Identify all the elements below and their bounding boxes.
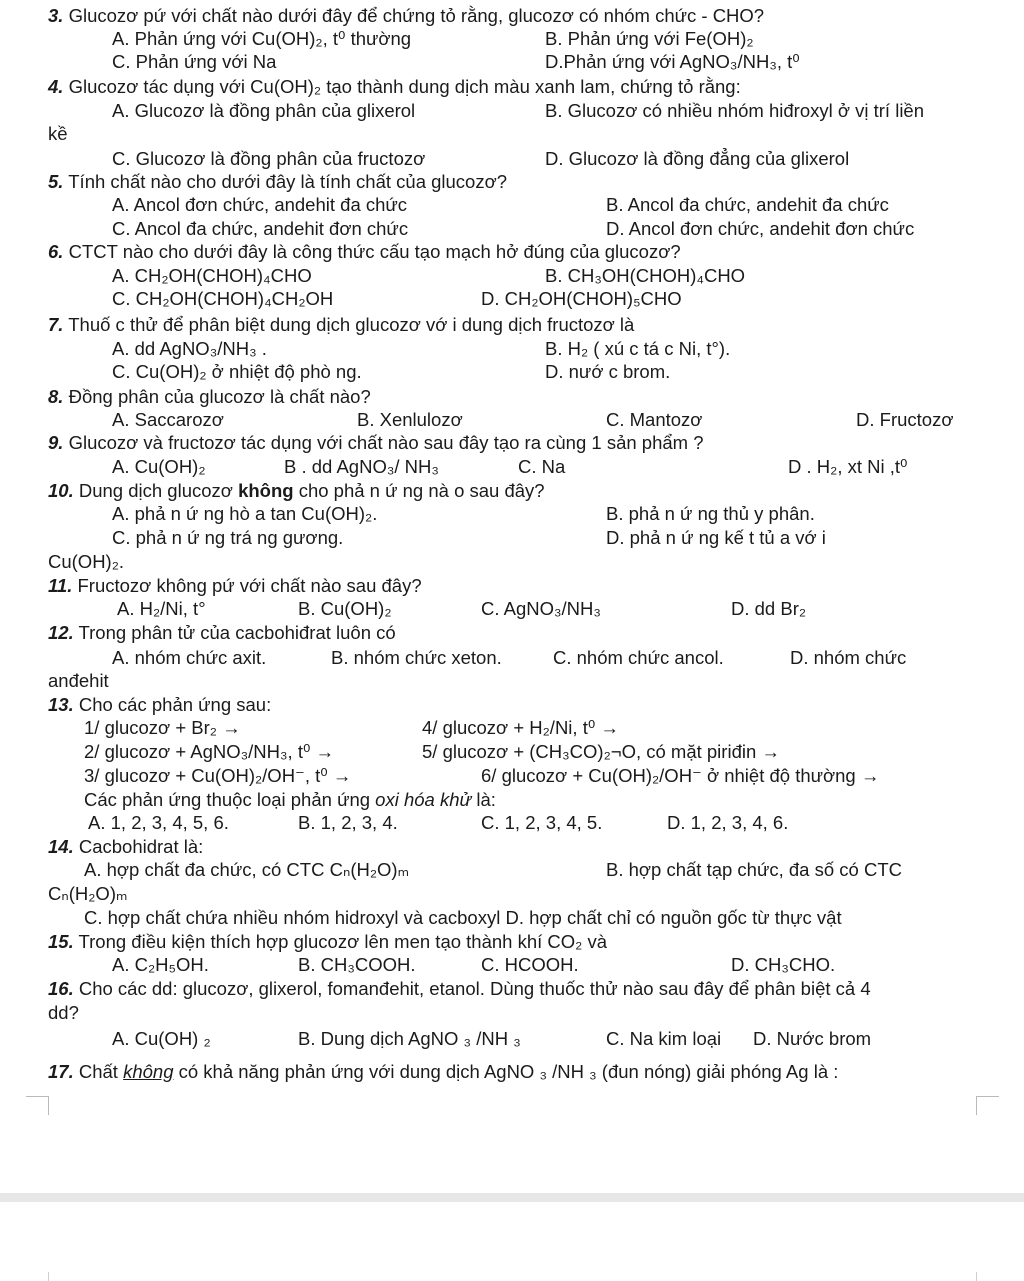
option-b: B. Xenlulozơ	[357, 409, 463, 430]
question-text: Cho các dd: glucozơ, glixerol, fomanđehit, etanol. Dùng thuốc thử nào sau đây để phân biệt cả 4	[78, 978, 871, 999]
emphasis-not: không	[123, 1061, 174, 1082]
stem-end: là:	[471, 789, 496, 810]
question-6	[48, 240, 681, 263]
question-text: Cho các phản ứng sau:	[78, 694, 272, 715]
option-d: D. dd Br₂	[731, 598, 807, 619]
option-d-continued: Cu(OH)₂.	[48, 551, 125, 572]
option-b-continued: kề	[48, 123, 68, 144]
option-d: D. Fructozơ	[856, 409, 954, 430]
question-text: CTCT nào cho dưới đây là công thức cấu tạo mạch hở đúng của glucozơ?	[68, 241, 681, 262]
question-text: Glucozơ tác dụng với Cu(OH)₂ tạo thành dung dịch màu xanh lam, chứng tỏ rằng:	[68, 76, 741, 97]
question-number: 11.	[48, 575, 73, 596]
option-d: D. 1, 2, 3, 4, 6.	[667, 812, 789, 833]
option-d: D. Nước brom	[753, 1028, 872, 1049]
option-a: A. C₂H₅OH.	[112, 954, 209, 975]
next-page-corner-mark-right	[976, 1272, 977, 1281]
question-12	[48, 621, 396, 644]
option-a: A. Phản ứng với Cu(OH)₂, t⁰ thường	[112, 28, 412, 49]
next-page	[0, 1202, 1024, 1281]
page-divider	[0, 1193, 1024, 1202]
question-number: 9.	[48, 432, 64, 453]
question-number: 12.	[48, 622, 74, 643]
option-d: D. nướ c brom.	[545, 361, 671, 382]
option-a: A. H₂/Ni, t°	[117, 598, 206, 619]
option-a: A. CH₂OH(CHOH)₄CHO	[112, 265, 312, 286]
option-c: C. Phản ứng với Na	[112, 51, 277, 72]
option-b: B. Ancol đa chức, andehit đa chức	[606, 194, 889, 215]
option-a: A. Glucozơ là đồng phân của glixerol	[112, 100, 416, 121]
question-16	[48, 977, 871, 1000]
option-b: B. CH₃OH(CHOH)₄CHO	[545, 265, 746, 286]
option-c: C. nhóm chức ancol.	[553, 647, 724, 668]
stem-text: Các phản ứng thuộc loại phản ứng	[84, 789, 376, 810]
question-text-continued: dd?	[48, 1002, 79, 1023]
option-c-d: C. hợp chất chứa nhiều nhóm hidroxyl và cacboxyl D. hợp chất chỉ có nguồn gốc từ thực vật	[84, 907, 842, 928]
option-a: A. hợp chất đa chức, có CTC Cₙ(H₂O)ₘ	[84, 859, 410, 880]
option-b-continued: Cₙ(H₂O)ₘ	[48, 883, 128, 904]
option-c: C. Glucozơ là đồng phân của fructozơ	[112, 148, 426, 169]
next-page-corner-mark-left	[48, 1272, 49, 1281]
question-text: Thuố c thử để phân biệt dung dịch glucozơ vớ i dung dịch fructozơ là	[68, 314, 635, 335]
question-3	[48, 4, 764, 27]
question-10	[48, 479, 545, 502]
question-number: 6.	[48, 241, 64, 262]
question-text: Chất	[78, 1061, 124, 1082]
option-b: B. Glucozơ có nhiều nhóm hiđroxyl ở vị trí liền	[545, 100, 925, 121]
question-text: Đồng phân của glucozơ là chất nào?	[68, 386, 371, 407]
question-9	[48, 431, 704, 454]
question-text: Cacbohidrat là:	[78, 836, 204, 857]
question-13-stem	[84, 788, 496, 811]
option-b: B. Dung dịch AgNO ₃ /NH ₃	[298, 1028, 521, 1049]
option-b: B. Cu(OH)₂	[298, 598, 392, 619]
option-c: C. CH₂OH(CHOH)₄CH₂OH	[112, 288, 334, 309]
question-number: 16.	[48, 978, 74, 999]
question-text-end: cho phả n ứ ng nà o sau đây?	[293, 480, 545, 501]
option-c: C. AgNO₃/NH₃	[481, 598, 601, 619]
option-b: B. CH₃COOH.	[298, 954, 416, 975]
option-c: C. Na kim loại	[606, 1028, 722, 1049]
question-text: Trong phân tử của cacbohiđrat luôn có	[78, 622, 396, 643]
question-text: Glucozơ pứ với chất nào dưới đây để chứng tỏ rằng, glucozơ có nhóm chức - CHO?	[68, 5, 765, 26]
question-17	[48, 1060, 838, 1083]
question-13	[48, 693, 271, 716]
question-11	[48, 574, 422, 597]
option-a: A. Saccarozơ	[112, 409, 224, 430]
option-c: C. Cu(OH)₂ ở nhiệt độ phò ng.	[112, 361, 362, 382]
option-c: C. 1, 2, 3, 4, 5.	[481, 812, 603, 833]
question-text-end: có khả năng phản ứng với dung dịch AgNO ₃ /NH ₃ (đun nóng) giải phóng Ag là :	[173, 1061, 839, 1082]
question-text: Glucozơ và fructozơ tác dụng với chất nào sau đây tạo ra cùng 1 sản phẩm ?	[68, 432, 704, 453]
question-number: 13.	[48, 694, 74, 715]
option-a: A. phả n ứ ng hò a tan Cu(OH)₂.	[112, 503, 378, 524]
question-number: 8.	[48, 386, 64, 407]
option-d: D. Glucozơ là đồng đẳng của glixerol	[545, 148, 850, 169]
option-b: B . dd AgNO₃/ NH₃	[284, 456, 439, 477]
option-d: D. nhóm chức	[790, 647, 907, 668]
question-8	[48, 385, 371, 408]
option-b: B. hợp chất tạp chức, đa số có CTC	[606, 859, 902, 880]
option-c: C. phả n ứ ng trá ng gương.	[112, 527, 344, 548]
question-text: Tính chất nào cho dưới đây là tính chất của glucozơ?	[68, 171, 508, 192]
question-text: Fructozơ không pứ với chất nào sau đây?	[77, 575, 422, 596]
option-b: B. phả n ứ ng thủ y phân.	[606, 503, 815, 524]
question-7	[48, 313, 634, 336]
option-d: D. phả n ứ ng kế t tủ a vớ i	[606, 527, 826, 548]
question-number: 7.	[48, 314, 64, 335]
option-a: A. nhóm chức axit.	[112, 647, 267, 668]
option-b: B. H₂ ( xú c tá c Ni, t°).	[545, 338, 731, 359]
question-number: 5.	[48, 171, 64, 192]
question-4	[48, 75, 741, 98]
option-c: C. Ancol đa chức, andehit đơn chức	[112, 218, 409, 239]
option-c: C. HCOOH.	[481, 954, 579, 975]
stem-italic: oxi hóa khử	[375, 789, 472, 810]
option-c: C. Na	[518, 456, 566, 477]
reaction-5: 5/ glucozơ + (CH₃CO)₂¬O, có mặt piriđin →	[422, 741, 780, 762]
question-number: 4.	[48, 76, 64, 97]
option-b: B. Phản ứng với Fe(OH)₂	[545, 28, 754, 49]
option-b: B. nhóm chức xeton.	[331, 647, 502, 668]
reaction-3: 3/ glucozơ + Cu(OH)₂/OH⁻, t⁰ →	[84, 765, 352, 786]
reaction-6: 6/ glucozơ + Cu(OH)₂/OH⁻ ở nhiệt độ thường →	[481, 765, 880, 786]
option-a: A. Cu(OH) ₂	[112, 1028, 211, 1049]
option-b: B. 1, 2, 3, 4.	[298, 812, 398, 833]
page-corner-mark-right	[976, 1096, 999, 1115]
question-number: 17.	[48, 1061, 74, 1082]
reaction-4: 4/ glucozơ + H₂/Ni, t⁰ →	[422, 717, 619, 738]
option-d: D. Ancol đơn chức, andehit đơn chức	[606, 218, 915, 239]
option-d: D . H₂, xt Ni ,t⁰	[788, 456, 908, 477]
question-number: 15.	[48, 931, 74, 952]
reaction-1: 1/ glucozơ + Br₂ →	[84, 717, 241, 738]
option-d: D.Phản ứng với AgNO₃/NH₃, t⁰	[545, 51, 800, 72]
question-text: Trong điều kiện thích hợp glucozơ lên men tạo thành khí CO₂ và	[78, 931, 608, 952]
question-15	[48, 930, 607, 953]
page-corner-mark-left	[26, 1096, 49, 1115]
option-a: A. Cu(OH)₂	[112, 456, 206, 477]
question-number: 10.	[48, 480, 74, 501]
option-a: A. 1, 2, 3, 4, 5, 6.	[88, 812, 229, 833]
emphasis-not: không	[238, 480, 294, 501]
question-14	[48, 835, 203, 858]
option-a: A. Ancol đơn chức, andehit đa chức	[112, 194, 408, 215]
option-d-continued: anđehit	[48, 670, 109, 691]
question-number: 3.	[48, 5, 64, 26]
reaction-2: 2/ glucozơ + AgNO₃/NH₃, t⁰ →	[84, 741, 335, 762]
option-c: C. Mantozơ	[606, 409, 703, 430]
question-5	[48, 170, 507, 193]
question-number: 14.	[48, 836, 74, 857]
option-d: D. CH₂OH(CHOH)₅CHO	[481, 288, 682, 309]
question-text: Dung dịch glucozơ	[78, 480, 239, 501]
option-d: D. CH₃CHO.	[731, 954, 836, 975]
option-a: A. dd AgNO₃/NH₃ .	[112, 338, 267, 359]
